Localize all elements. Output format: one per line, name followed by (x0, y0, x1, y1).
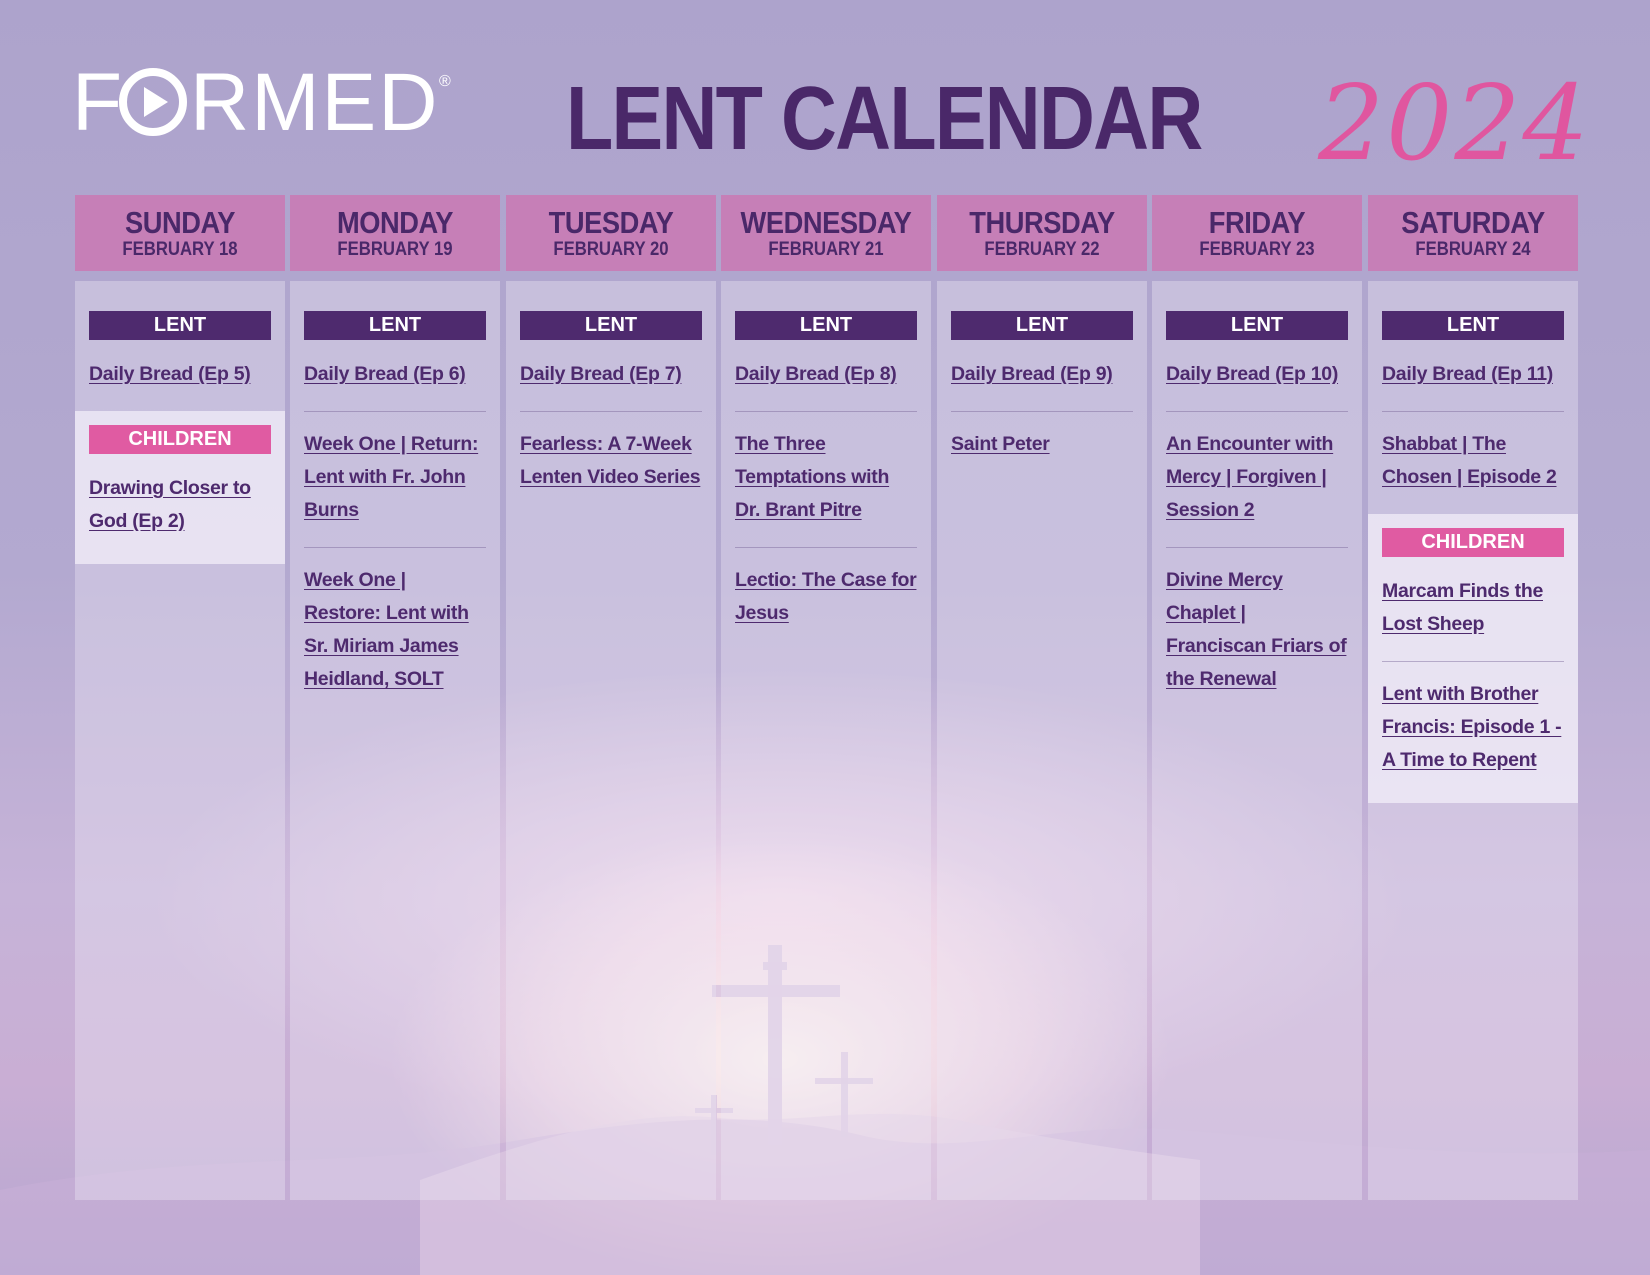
children-program-link[interactable]: Lent with Brother Francis: Episode 1 - A Time to Repent (1382, 683, 1562, 771)
page-title: LENT CALENDAR (566, 69, 1202, 169)
day-date: FEBRUARY 23 (1199, 239, 1315, 260)
day-header (290, 195, 500, 271)
day-date: FEBRUARY 22 (984, 239, 1100, 260)
day-body (937, 281, 1147, 1200)
list-item (1382, 412, 1564, 514)
list-item (735, 340, 917, 412)
day-header (1152, 195, 1362, 271)
children-program-link[interactable]: Drawing Closer to God (Ep 2) (89, 477, 251, 532)
day-name: SUNDAY (124, 205, 236, 240)
children-section (1368, 514, 1578, 803)
day-column-tuesday (506, 195, 716, 488)
list-item (1382, 557, 1564, 662)
lent-section (721, 311, 931, 650)
list-item (1382, 340, 1564, 412)
list-item (735, 548, 917, 650)
day-date: FEBRUARY 18 (122, 239, 238, 260)
day-body (75, 281, 285, 1200)
list-item (304, 548, 486, 716)
children-section (75, 411, 285, 564)
children-badge: CHILDREN (89, 425, 271, 454)
formed-logo (72, 62, 462, 138)
day-header (937, 195, 1147, 271)
list-item (304, 340, 486, 412)
lent-badge: LENT (1166, 311, 1348, 340)
day-name: WEDNESDAY (740, 205, 912, 240)
day-header (75, 195, 285, 271)
svg-text:RMED: RMED (190, 62, 440, 138)
svg-text:®: ® (439, 73, 452, 90)
day-name: THURSDAY (969, 205, 1115, 240)
program-link[interactable]: An Encounter with Mercy | Forgiven | Session 2 (1166, 433, 1334, 521)
lent-badge: LENT (89, 311, 271, 340)
program-link[interactable]: Daily Bread (Ep 9) (951, 363, 1113, 385)
calendar-header (0, 0, 1650, 190)
formed-wordmark (72, 62, 462, 138)
day-date: FEBRUARY 21 (768, 239, 884, 260)
year-label: 2024 (1318, 62, 1591, 184)
lent-section (1152, 311, 1362, 716)
lent-section (1368, 311, 1578, 514)
list-item (951, 412, 1133, 481)
lent-badge: LENT (304, 311, 486, 340)
list-item (1382, 662, 1564, 797)
program-link[interactable]: Daily Bread (Ep 6) (304, 363, 466, 385)
list-item (89, 340, 271, 411)
list-item (735, 412, 917, 548)
day-date: FEBRUARY 24 (1415, 239, 1531, 260)
day-name: FRIDAY (1208, 205, 1306, 240)
program-link[interactable]: Daily Bread (Ep 11) (1382, 363, 1553, 385)
list-item (520, 340, 702, 412)
lent-section (506, 311, 716, 514)
lent-badge: LENT (735, 311, 917, 340)
list-item (304, 412, 486, 548)
lent-badge: LENT (1382, 311, 1564, 340)
program-link[interactable]: Shabbat | The Chosen | Episode 2 (1382, 433, 1557, 488)
program-link[interactable]: The Three Temptations with Dr. Brant Pitre (735, 433, 890, 521)
day-body (290, 281, 500, 1200)
day-name: SATURDAY (1401, 205, 1545, 240)
day-header (506, 195, 716, 271)
program-link[interactable]: Lectio: The Case for Jesus (735, 569, 917, 624)
day-column-wednesday (721, 195, 931, 624)
list-item (1166, 340, 1348, 412)
program-link[interactable]: Saint Peter (951, 433, 1050, 455)
children-badge: CHILDREN (1382, 528, 1564, 557)
lent-badge: LENT (951, 311, 1133, 340)
day-body (1368, 281, 1578, 1200)
list-item (951, 340, 1133, 412)
lent-section (75, 311, 285, 411)
day-name: MONDAY (336, 205, 454, 240)
children-program-link[interactable]: Marcam Finds the Lost Sheep (1382, 580, 1543, 635)
day-column-monday (290, 195, 500, 690)
day-column-sunday (75, 195, 285, 532)
svg-text:F: F (72, 62, 125, 138)
day-column-thursday (937, 195, 1147, 455)
day-body (721, 281, 931, 1200)
day-header (721, 195, 931, 271)
program-link[interactable]: Divine Mercy Chaplet | Franciscan Friars of the Renewal (1166, 569, 1347, 690)
list-item (89, 454, 271, 558)
program-link[interactable]: Fearless: A 7-Week Lenten Video Series (520, 433, 701, 488)
program-link[interactable]: Daily Bread (Ep 10) (1166, 363, 1339, 385)
day-date: FEBRUARY 19 (337, 239, 453, 260)
day-header (1368, 195, 1578, 271)
list-item (520, 412, 702, 514)
lent-badge: LENT (520, 311, 702, 340)
program-link[interactable]: Daily Bread (Ep 5) (89, 363, 251, 385)
day-column-saturday (1368, 195, 1578, 771)
list-item (1166, 548, 1348, 716)
day-column-friday (1152, 195, 1362, 690)
lent-section (290, 311, 500, 716)
day-body (506, 281, 716, 1200)
program-link[interactable]: Daily Bread (Ep 7) (520, 363, 682, 385)
lent-section (937, 311, 1147, 481)
day-date: FEBRUARY 20 (553, 239, 669, 260)
program-link[interactable]: Week One | Restore: Lent with Sr. Miriam James Heidland, SOLT (304, 569, 469, 690)
program-link[interactable]: Week One | Return: Lent with Fr. John Burns (304, 433, 479, 521)
day-name: TUESDAY (548, 205, 674, 240)
program-link[interactable]: Daily Bread (Ep 8) (735, 363, 897, 385)
day-body (1152, 281, 1362, 1200)
list-item (1166, 412, 1348, 548)
